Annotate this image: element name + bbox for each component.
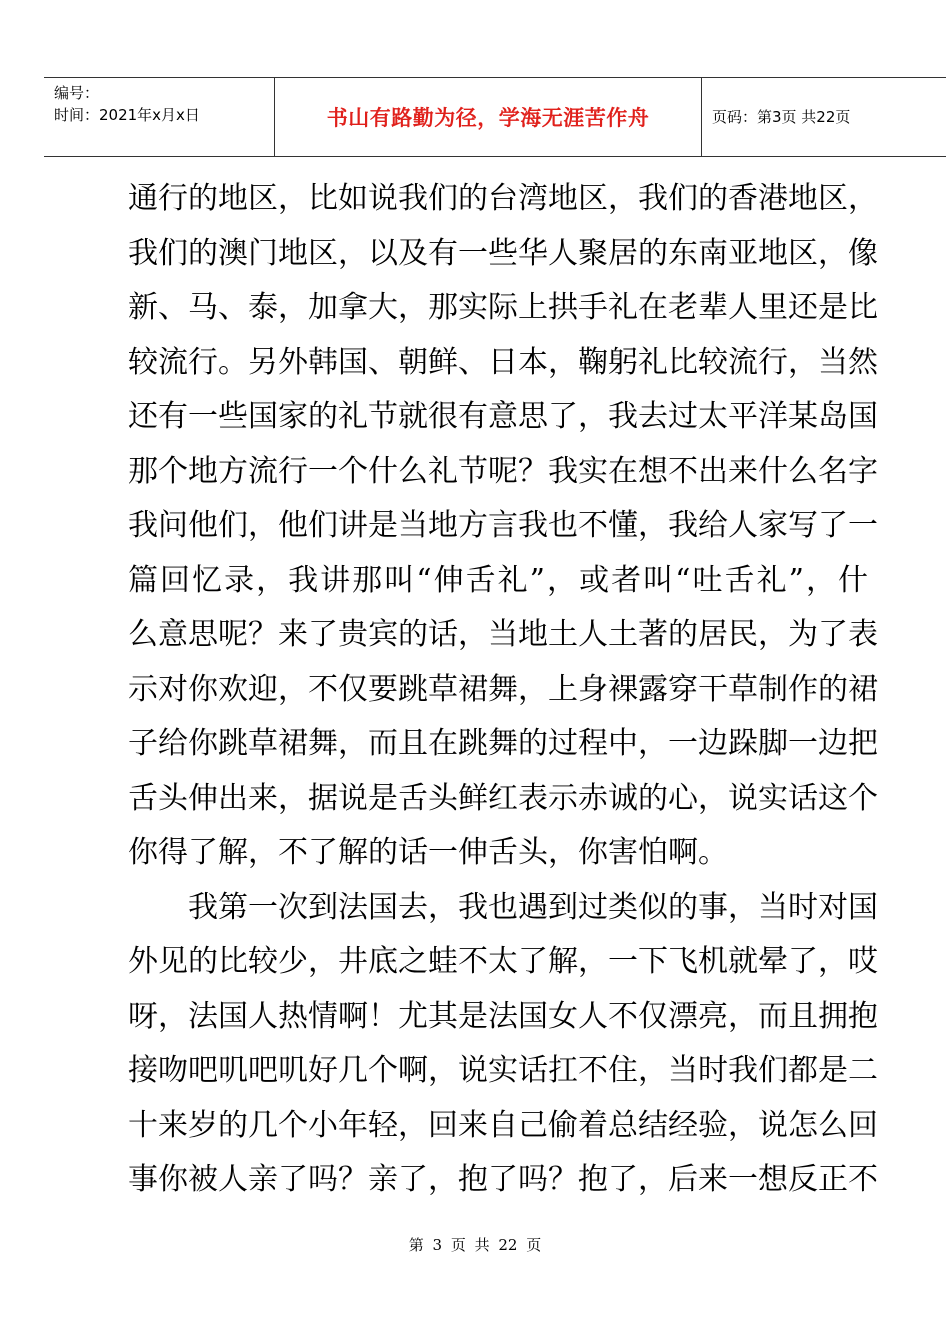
text-line: 么意思呢？来了贵宾的话，当地土人土著的居民，为了表 bbox=[128, 617, 878, 652]
text-line: 呀，法国人热情啊！尤其是法国女人不仅漂亮，而且拥抱 bbox=[128, 998, 878, 1034]
text-line: 事你被人亲了吗？亲了，抱了吗？抱了，后来一想反正不 bbox=[128, 1162, 878, 1197]
header-divider bbox=[701, 78, 702, 156]
page-header bbox=[44, 77, 946, 157]
text-line: 接吻吧叽吧叽好几个啊，说实话扛不住，当时我们都是二 bbox=[128, 1053, 878, 1088]
body-text bbox=[128, 172, 878, 1208]
header-motto: 书山有路勤为径，学海无涯苦作舟 bbox=[326, 106, 650, 130]
text-line: 你得了解，不了解的话一伸舌头，你害怕啊。 bbox=[128, 835, 728, 870]
text-line: 新、马、泰，加拿大，那实际上拱手礼在老辈人里还是比 bbox=[128, 290, 878, 325]
text-line: 那个地方流行一个什么礼节呢？我实在想不出来什么名字 bbox=[128, 453, 878, 489]
text-line: 外见的比较少，井底之蛙不太了解，一下飞机就晕了，哎 bbox=[128, 944, 878, 979]
text-line: 篇回忆录，我讲那叫“伸舌礼”，或者叫“吐舌礼”，什 bbox=[128, 562, 868, 598]
text-line: 我问他们，他们讲是当地方言我也不懂，我给人家写了一 bbox=[128, 508, 878, 543]
header-page-info: 页码：第3页 共22页 bbox=[712, 108, 851, 126]
doc-number-label: 编号： bbox=[54, 84, 100, 102]
text-line: 我们的澳门地区，以及有一些华人聚居的东南亚地区，像 bbox=[128, 235, 878, 271]
text-line: 还有一些国家的礼节就很有意思了，我去过太平洋某岛国 bbox=[128, 399, 878, 434]
text-line: 舌头伸出来，据说是舌头鲜红表示赤诚的心，说实话这个 bbox=[128, 780, 878, 816]
time-label: 时间：2021年x月x日 bbox=[54, 106, 200, 124]
header-meta bbox=[54, 82, 200, 126]
text-line: 较流行。另外韩国、朝鲜、日本，鞠躬礼比较流行，当然 bbox=[128, 344, 878, 380]
paragraph-first-line: 我第一次到法国去，我也遇到过类似的事，当时对国 bbox=[188, 889, 878, 925]
text-line: 通行的地区，比如说我们的台湾地区，我们的香港地区， bbox=[128, 181, 878, 216]
text-line: 示对你欢迎，不仅要跳草裙舞，上身裸露穿干草制作的裙 bbox=[128, 671, 878, 707]
page-footer: 第 3 页 共 22 页 bbox=[408, 1236, 542, 1254]
text-line: 十来岁的几个小年轻，回来自己偷着总结经验，说怎么回 bbox=[128, 1107, 878, 1143]
text-line: 子给你跳草裙舞，而且在跳舞的过程中，一边跺脚一边把 bbox=[128, 726, 878, 761]
